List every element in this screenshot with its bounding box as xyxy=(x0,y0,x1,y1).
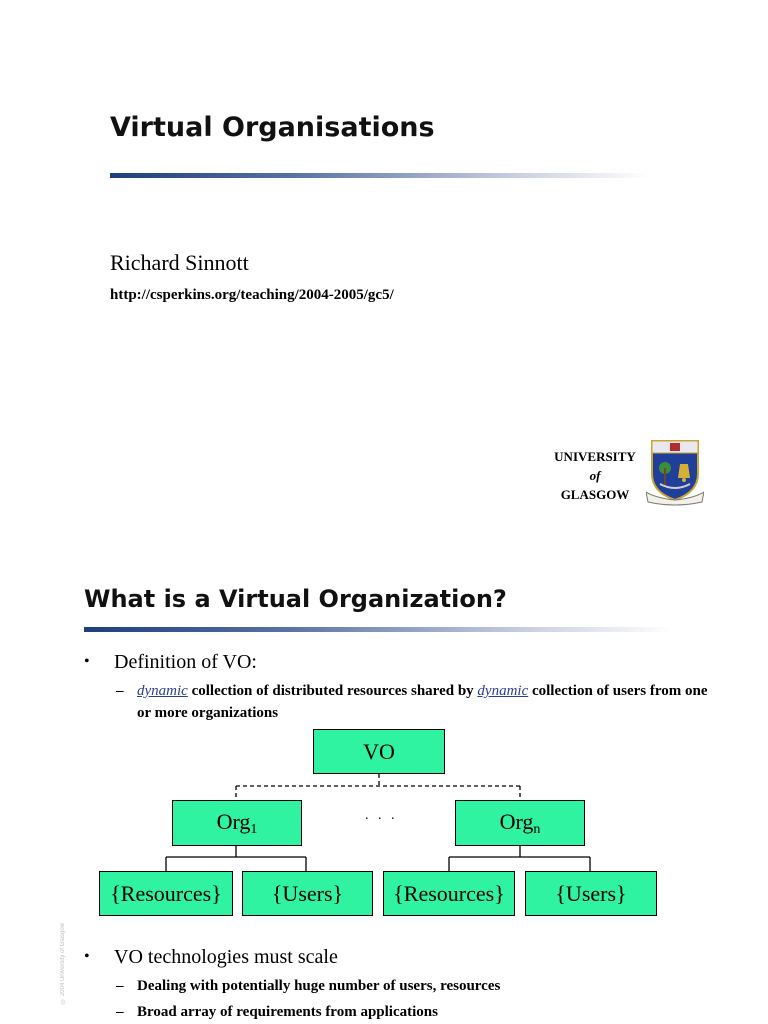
emphasis-dynamic: dynamic xyxy=(137,683,188,699)
bullet-text: Definition of VO: xyxy=(114,651,257,673)
bullet-text: VO technologies must scale xyxy=(114,946,338,968)
org-1-node xyxy=(172,800,302,846)
university-crest-icon xyxy=(646,438,704,506)
logo-line-university: UNIVERSITY xyxy=(554,449,636,464)
org-n-subscript: n xyxy=(533,821,541,837)
sub-text: Dealing with potentially huge number of users, resources xyxy=(137,978,501,994)
university-logo-text xyxy=(540,447,650,504)
resources-node-2 xyxy=(383,871,515,916)
title-underline xyxy=(110,173,650,178)
slide-title: Virtual Organisations xyxy=(110,112,435,143)
sub-text-end: collection of users from one or more organizations xyxy=(137,683,708,721)
logo-line-of: of xyxy=(589,468,601,483)
resources-label-2: {Resources} xyxy=(393,880,505,906)
copyright-credit: © 2004 University of Glasgow xyxy=(60,923,66,1004)
author-name: Richard Sinnott xyxy=(110,250,249,275)
org-n-label xyxy=(500,809,541,838)
course-url-link[interactable]: http://csperkins.org/teaching/2004-2005/gc5/ xyxy=(110,287,394,303)
org-n-text: Org xyxy=(499,808,534,834)
dash-marker: – xyxy=(116,1004,124,1020)
org-1-label xyxy=(217,809,258,838)
users-label-2: {Users} xyxy=(555,880,627,906)
ellipsis: . . . xyxy=(365,808,398,823)
vo-node xyxy=(313,729,445,774)
users-label-1: {Users} xyxy=(271,880,344,906)
resources-label-1: {Resources} xyxy=(110,880,222,906)
users-node-1 xyxy=(242,871,373,916)
logo-line-glasgow: GLASGOW xyxy=(560,487,630,502)
org-1-text: Org xyxy=(216,808,251,834)
org-n-node xyxy=(455,800,585,846)
sub-text: Broad array of requirements from applications xyxy=(137,1004,438,1020)
org-1-subscript: 1 xyxy=(250,821,258,837)
emphasis-dynamic-2: dynamic xyxy=(477,683,529,699)
content-slide xyxy=(0,560,768,1024)
resources-node-1 xyxy=(99,871,233,916)
vo-label: VO xyxy=(363,738,395,764)
slide2-title: What is a Virtual Organization? xyxy=(84,585,507,613)
sub-text-mid: collection of distributed resources shared by xyxy=(187,683,478,699)
bullet-dot-icon: • xyxy=(84,948,90,965)
bullet-dot-icon: • xyxy=(84,653,90,670)
dash-marker: – xyxy=(116,683,124,699)
dash-marker: – xyxy=(116,978,124,994)
users-node-2 xyxy=(525,871,657,916)
